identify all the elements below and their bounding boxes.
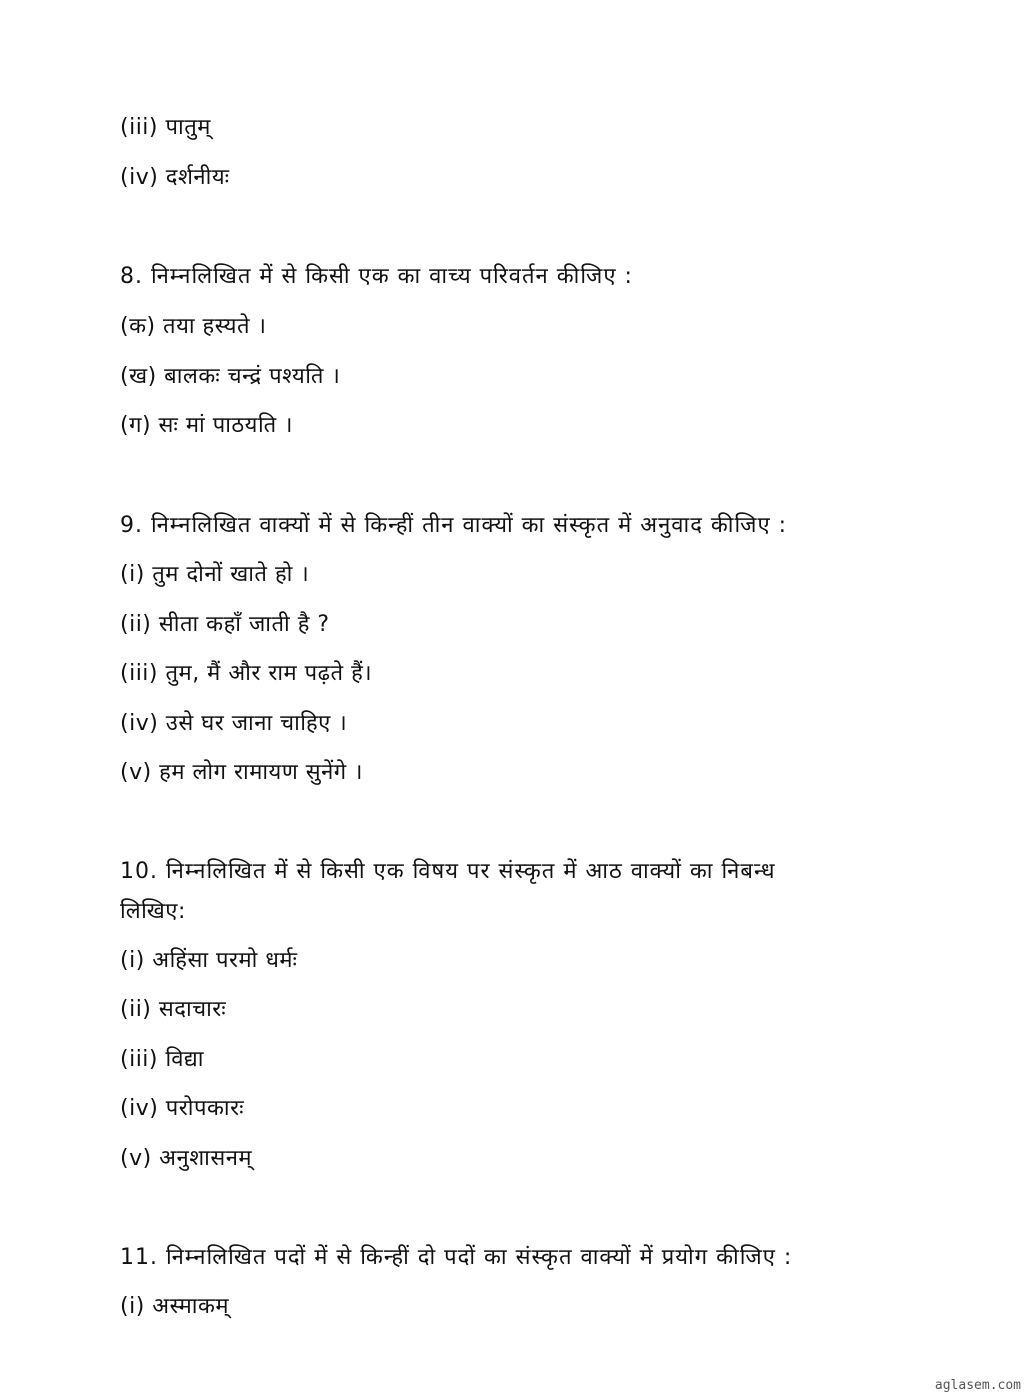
q10-option-iv: (iv) परोपकारः	[120, 1096, 245, 1121]
q9-option-v: (v) हम लोग रामायण सुनेंगे ।	[120, 760, 364, 785]
q10-title-line1: 10. निम्नलिखित में से किसी एक विषय पर संस्कृत में आठ वाक्यों का निबन्ध	[120, 859, 776, 884]
q10-option-v: (v) अनुशासनम्	[120, 1146, 253, 1171]
q8-option-ga: (ग) सः मां पाठयति ।	[120, 413, 294, 438]
q9-option-i: (i) तुम दोनों खाते हो ।	[120, 562, 310, 587]
q7-option-iv: (iv) दर्शनीयः	[120, 165, 230, 190]
q8-option-ka: (क) तया हस्यते ।	[120, 314, 267, 339]
q8-title: 8. निम्नलिखित में से किसी एक का वाच्य परिवर्तन कीजिए :	[120, 264, 633, 289]
q10-title-line2: लिखिए:	[120, 899, 186, 924]
q10-option-i: (i) अहिंसा परमो धर्मः	[120, 948, 298, 973]
q11-option-i: (i) अस्माकम्	[120, 1294, 230, 1319]
q11-title: 11. निम्नलिखित पदों में से किन्हीं दो पदों का संस्कृत वाक्यों में प्रयोग कीजिए :	[120, 1245, 793, 1270]
q9-option-iv: (iv) उसे घर जाना चाहिए ।	[120, 711, 348, 736]
q9-option-ii: (ii) सीता कहाँ जाती है ?	[120, 612, 330, 637]
watermark: aglasem.com	[934, 1378, 1021, 1393]
q9-title: 9. निम्नलिखित वाक्यों में से किन्हीं तीन वाक्यों का संस्कृत में अनुवाद कीजिए :	[120, 513, 788, 538]
q8-option-kha: (ख) बालकः चन्द्रं पश्यति ।	[120, 364, 341, 389]
q7-option-iii: (iii) पातुम्	[120, 115, 211, 140]
q10-option-iii: (iii) विद्या	[120, 1047, 204, 1072]
q9-option-iii: (iii) तुम, मैं और राम पढ़ते हैं।	[120, 661, 373, 686]
q10-option-ii: (ii) सदाचारः	[120, 997, 227, 1022]
